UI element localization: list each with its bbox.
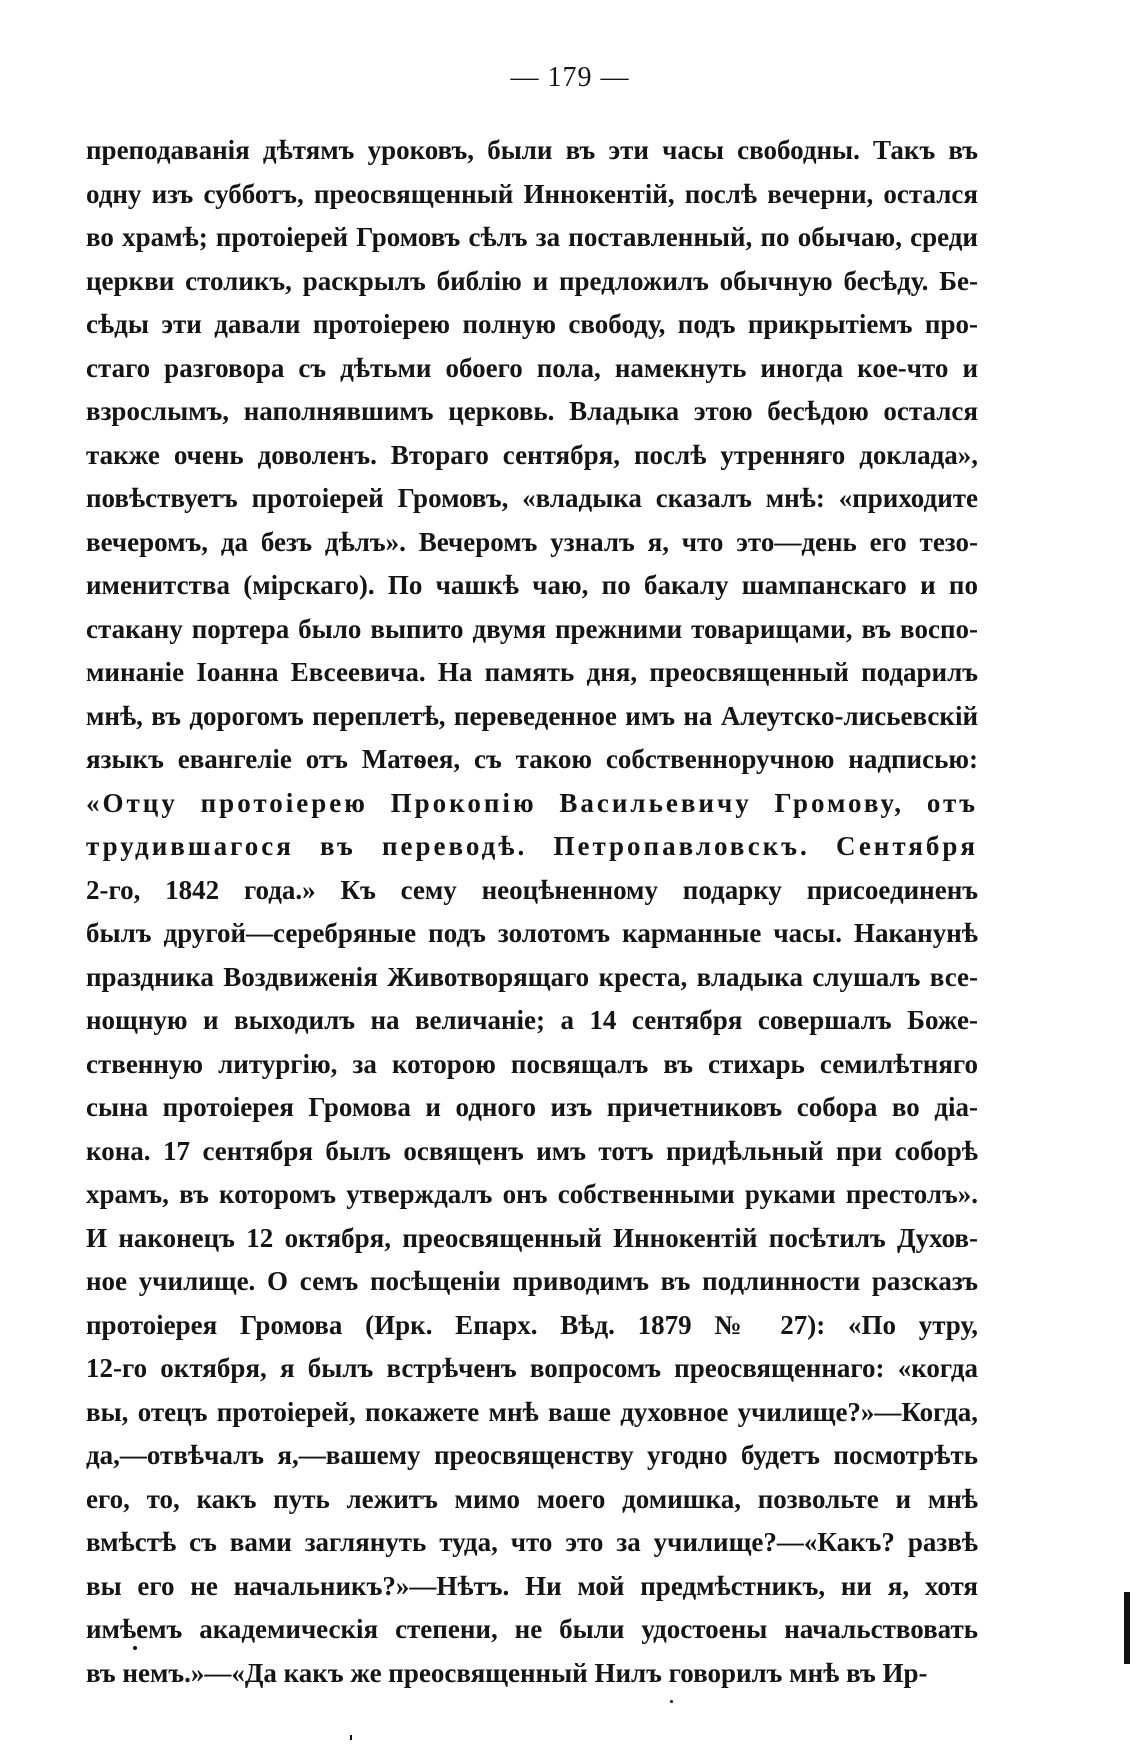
text-line: вы его не начальникъ?»—Нѣтъ. Ни мой предмѣстникъ, ни я, хотя	[86, 1570, 978, 1601]
text-line: былъ другой—серебряные подъ золотомъ карманные часы. Наканунѣ	[86, 918, 978, 948]
text-line: сына протоіерея Громова и одного изъ причетниковъ собора во діа-	[86, 1092, 978, 1122]
text-line: мнѣ, въ дорогомъ переплетѣ, переведенное имъ на Алеутско-лисьевскій	[86, 700, 978, 731]
text-line: трудившагося въ переводѣ. Петропавловскъ. Сентября	[86, 831, 978, 861]
text-line: имѣемъ академическія степени, не были удостоены начальствовать	[86, 1614, 978, 1644]
text-line: повѣствуетъ протоіерей Громовъ, «владыка сказалъ мнѣ: «приходите	[86, 483, 978, 513]
text-line: языкъ евангеліе отъ Матѳея, съ такою собственноручною надписью:	[86, 744, 978, 774]
text-line: въ немъ.»—«Да какъ же преосвященный Нилъ говорилъ мнѣ въ Ир-	[86, 1657, 928, 1688]
text-line: 12-го октября, я былъ встрѣченъ вопросомъ преосвященнаго: «когда	[86, 1353, 978, 1383]
text-line: сѣды эти давали протоіерею полную свободу, подъ прикрытіемъ про-	[86, 309, 978, 339]
text-line: стакану портера было выпито двумя прежними товарищами, въ воспо-	[86, 613, 978, 644]
text-line: взрослымъ, наполнявшимъ церковь. Владыка этою бесѣдою остался	[86, 396, 978, 426]
text-line: минаніе Іоанна Евсеевича. На память дня, преосвященный подарилъ	[86, 657, 978, 687]
scan-dust-speck	[350, 1735, 352, 1740]
text-line: во храмѣ; протоіерей Громовъ сѣлъ за поставленный, по обычаю, среди	[86, 222, 978, 252]
text-line: церкви столикъ, раскрылъ библію и предложилъ обычную бесѣду. Бе-	[86, 265, 978, 296]
text-line: вечеромъ, да безъ дѣлъ». Вечеромъ узналъ я, что это—день его тезо-	[86, 526, 978, 557]
text-line: да,—отвѣчалъ я,—вашему преосвященству угодно будетъ посмотрѣть	[86, 1440, 978, 1470]
text-line: протоіерея Громова (Ирк. Епарх. Вѣд. 1879 № 27): «По утру,	[86, 1309, 978, 1340]
text-line: именитства (мірскаго). По чашкѣ чаю, по бакалу шампанскаго и по	[86, 570, 978, 600]
text-line: стаго разговора съ дѣтьми обоего пола, намекнуть иногда кое-что и	[86, 352, 978, 383]
text-line: нощную и выходилъ на величаніе; а 14 сентября совершалъ Боже-	[86, 1005, 978, 1035]
text-line: вмѣстѣ съ вами заглянуть туда, что это за училище?—«Какъ? развѣ	[86, 1527, 978, 1557]
scan-dust-speck	[133, 1646, 137, 1650]
text-line: «Отцу протоіерею Прокопію Васильевичу Громову, отъ	[86, 787, 978, 818]
scan-dust-speck	[670, 1700, 673, 1703]
text-line: И наконецъ 12 октября, преосвященный Иннокентій посѣтилъ Духов-	[86, 1222, 978, 1253]
text-line: преподаванія дѣтямъ уроковъ, были въ эти часы свободны. Такъ въ	[86, 135, 978, 165]
text-line: праздника Воздвиженія Животворящаго креста, владыка слушалъ все-	[86, 961, 978, 992]
text-line: одну изъ субботъ, преосвященный Иннокентій, послѣ вечерни, остался	[86, 178, 978, 209]
text-line: кона. 17 сентября былъ освященъ имъ тотъ придѣльный при соборѣ	[86, 1135, 978, 1166]
scan-edge-mark	[1124, 1592, 1130, 1664]
page-number: — 179 —	[510, 62, 630, 93]
text-line: ное училище. О семъ посѣщеніи приводимъ въ подлинности разсказъ	[86, 1266, 978, 1296]
text-line: его, то, какъ путь лежитъ мимо моего домишка, позвольте и мнѣ	[86, 1483, 978, 1514]
text-line: также очень доволенъ. Втораго сентября, послѣ утренняго доклада»,	[86, 439, 978, 470]
body-text	[86, 129, 978, 1695]
text-line: вы, отецъ протоіерей, покажете мнѣ ваше духовное училище?»—Когда,	[86, 1396, 978, 1427]
text-line: храмъ, въ которомъ утверждалъ онъ собственными руками престолъ».	[86, 1179, 978, 1209]
text-line: ственную литургію, за которою посвящалъ въ стихарь семилѣтняго	[86, 1048, 978, 1079]
text-line: 2-го, 1842 года.» Къ сему неоцѣненному подарку присоединенъ	[86, 874, 978, 905]
